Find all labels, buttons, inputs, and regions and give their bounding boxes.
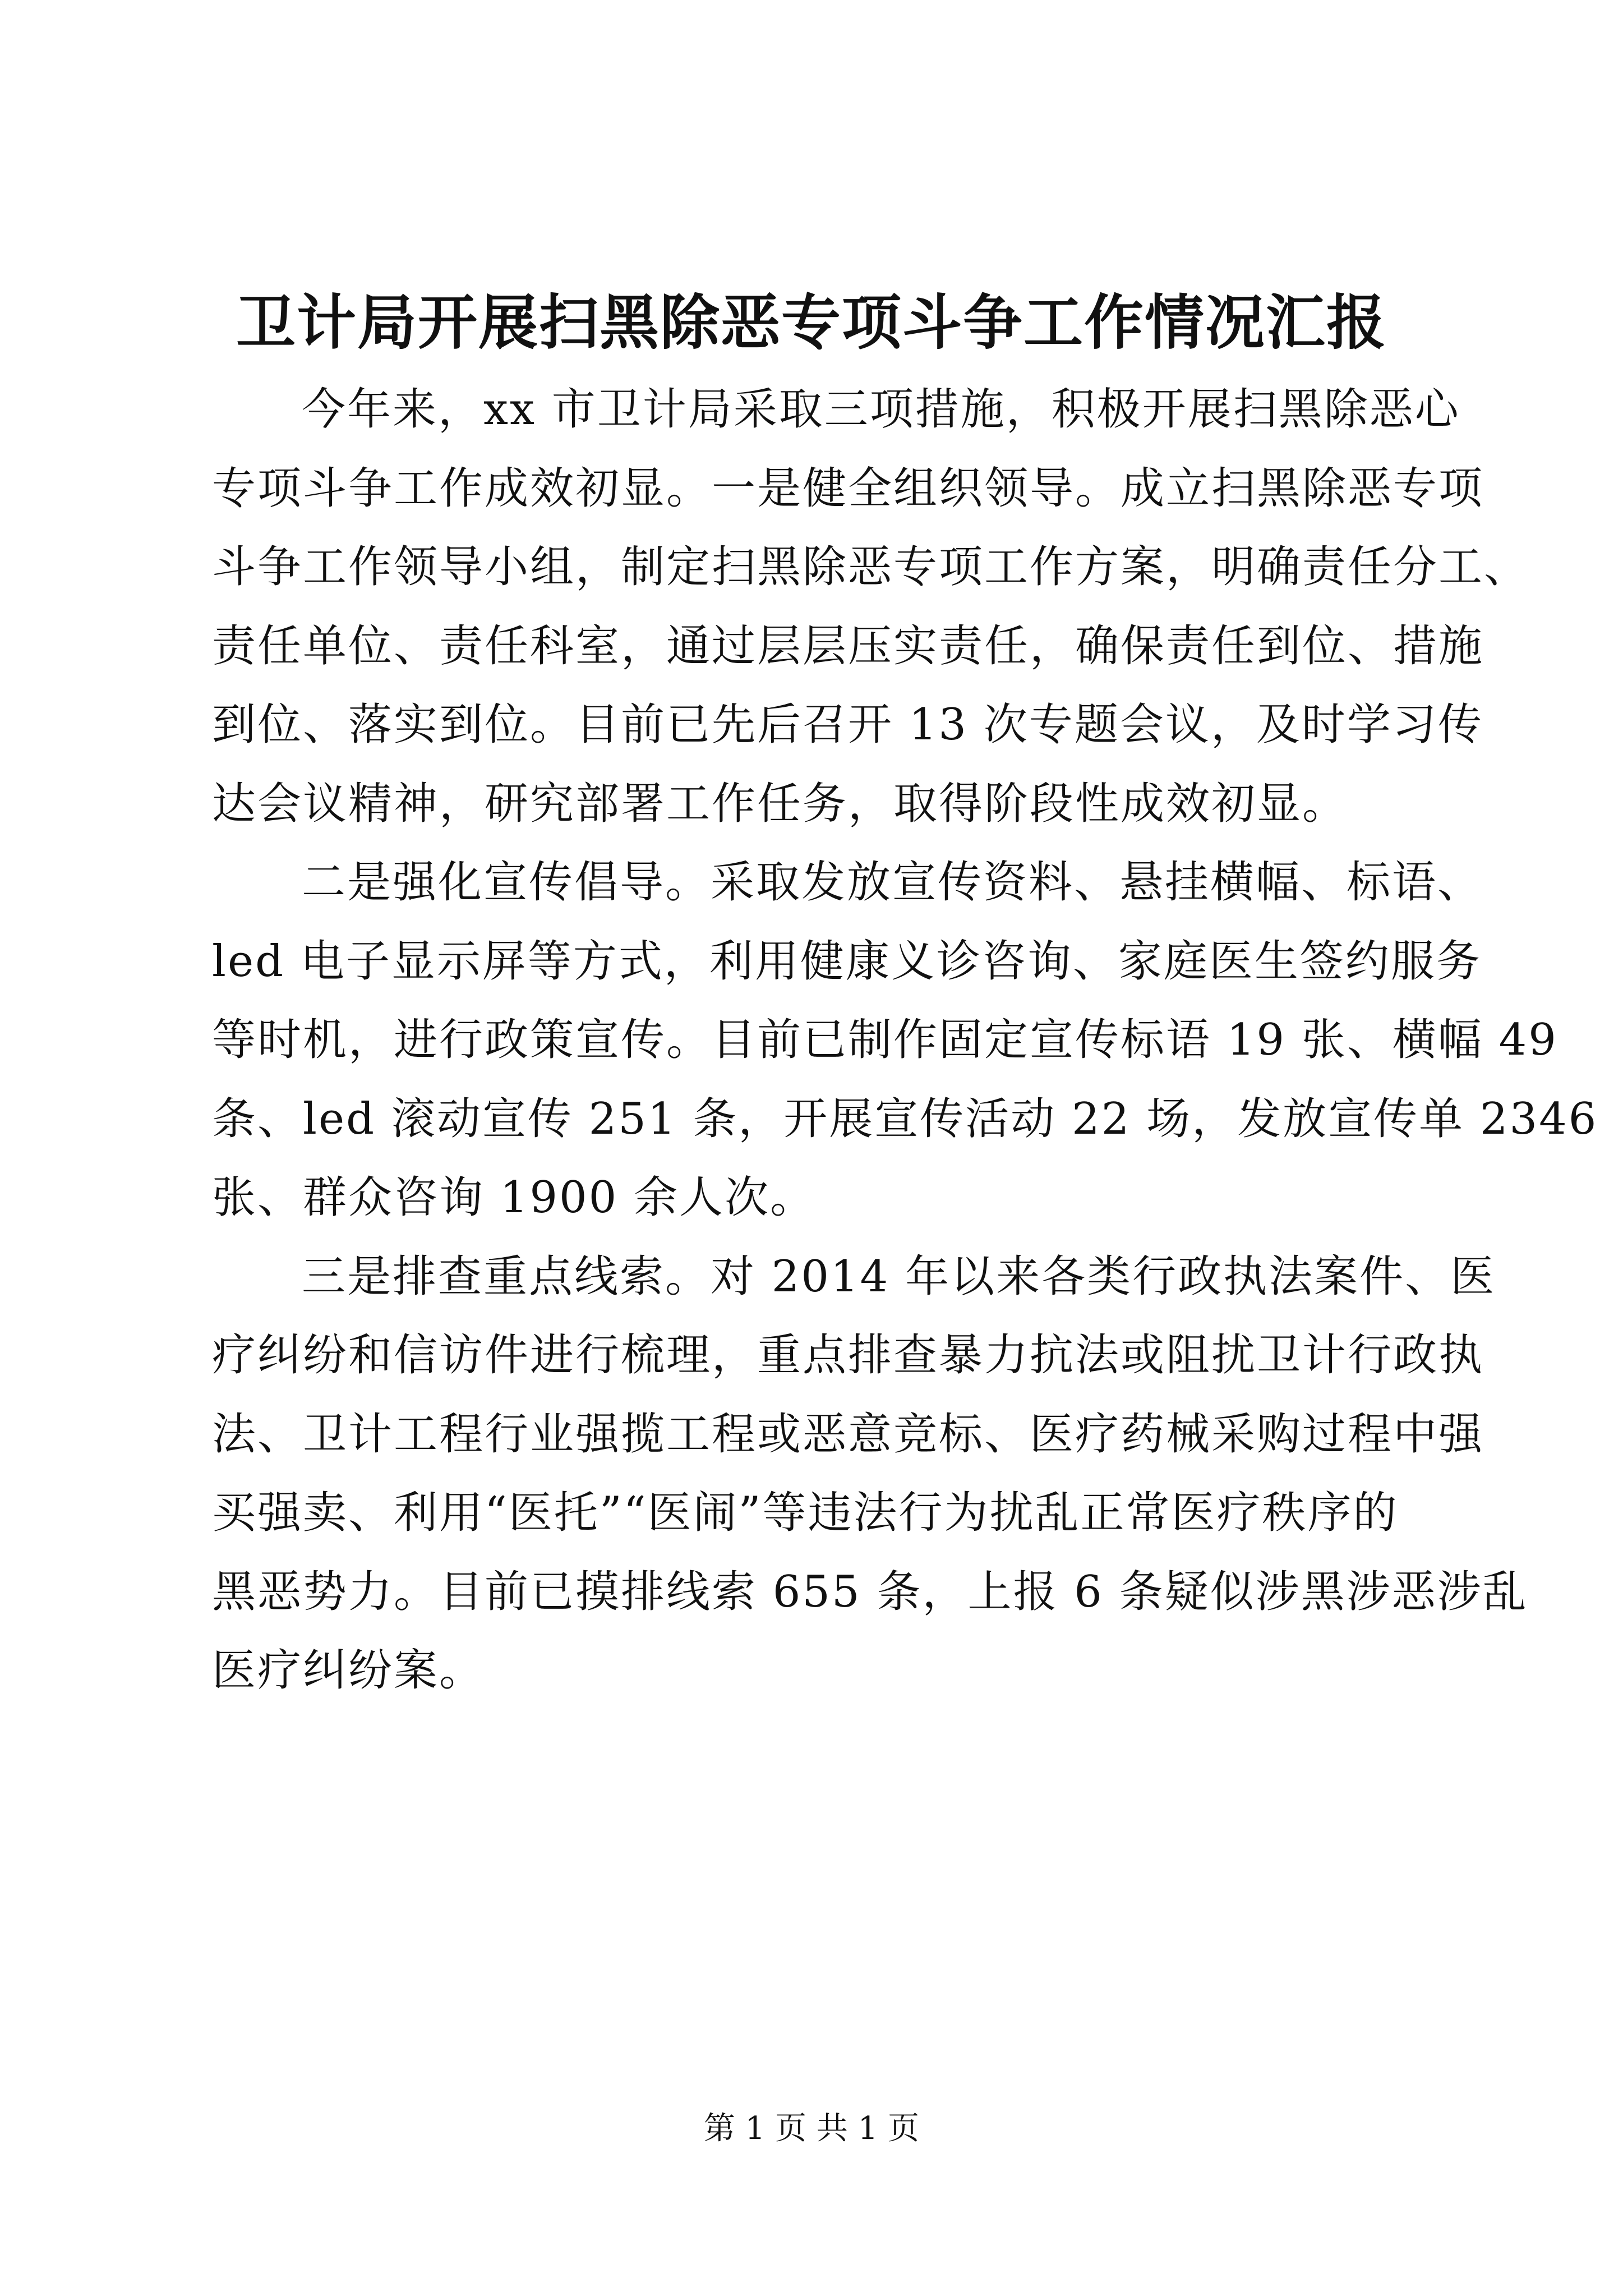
paragraph	[212, 1237, 1528, 1710]
text-line: 责任单位、责任科室，通过层层压实责任，确保责任到位、措施	[212, 620, 1484, 671]
text-line: 二是强化宣传倡导。采取发放宣传资料、悬挂横幅、标语、	[302, 857, 1483, 908]
text-line: 法、卫计工程行业强揽工程或恶意竞标、医疗药械采购过程中强	[212, 1409, 1484, 1460]
text-line: 条、led 滚动宣传 251 条，开展宣传活动 22 场，发放宣传单 2346	[212, 1093, 1598, 1144]
text-line: 今年来，xx 市卫计局采取三项措施，积极开展扫黑除恶心	[302, 384, 1460, 435]
text-line: 买强卖、利用“医托”“医闹”等违法行为扰乱正常医疗秩序的	[212, 1488, 1399, 1538]
text-line: 三是排查重点线索。对 2014 年以来各类行政执法案件、医	[302, 1251, 1496, 1302]
paragraph	[212, 370, 1530, 843]
document-body	[212, 370, 1598, 1710]
text-line: 黑恶势力。目前已摸排线索 655 条，上报 6 条疑似涉黑涉恶涉乱	[212, 1566, 1528, 1617]
text-line: 到位、落实到位。目前已先后召开 13 次专题会议，及时学习传	[212, 700, 1483, 750]
document-title: 卫计局开展扫黑除恶专项斗争工作情况汇报	[236, 287, 1387, 357]
text-line: 医疗纠纷案。	[212, 1645, 485, 1696]
text-line: 张、群众咨询 1900 余人次。	[212, 1172, 816, 1223]
text-line: 斗争工作领导小组，制定扫黑除恶专项工作方案，明确责任分工、	[212, 542, 1530, 592]
page-footer: 第 1 页 共 1 页	[703, 2110, 920, 2147]
text-line: 专项斗争工作成效初显。一是健全组织领导。成立扫黑除恶专项	[212, 463, 1484, 514]
paragraph	[212, 843, 1598, 1237]
text-line: 疗纠纷和信访件进行梳理，重点排查暴力抗法或阻扰卫计行政执	[212, 1330, 1484, 1381]
text-line: 等时机，进行政策宣传。目前已制作固定宣传标语 19 张、横幅 49	[212, 1015, 1558, 1065]
text-line: 达会议精神，研究部署工作任务，取得阶段性成效初显。	[212, 778, 1348, 829]
text-line: led 电子显示屏等方式，利用健康义诊咨询、家庭医生签约服务	[212, 936, 1482, 987]
